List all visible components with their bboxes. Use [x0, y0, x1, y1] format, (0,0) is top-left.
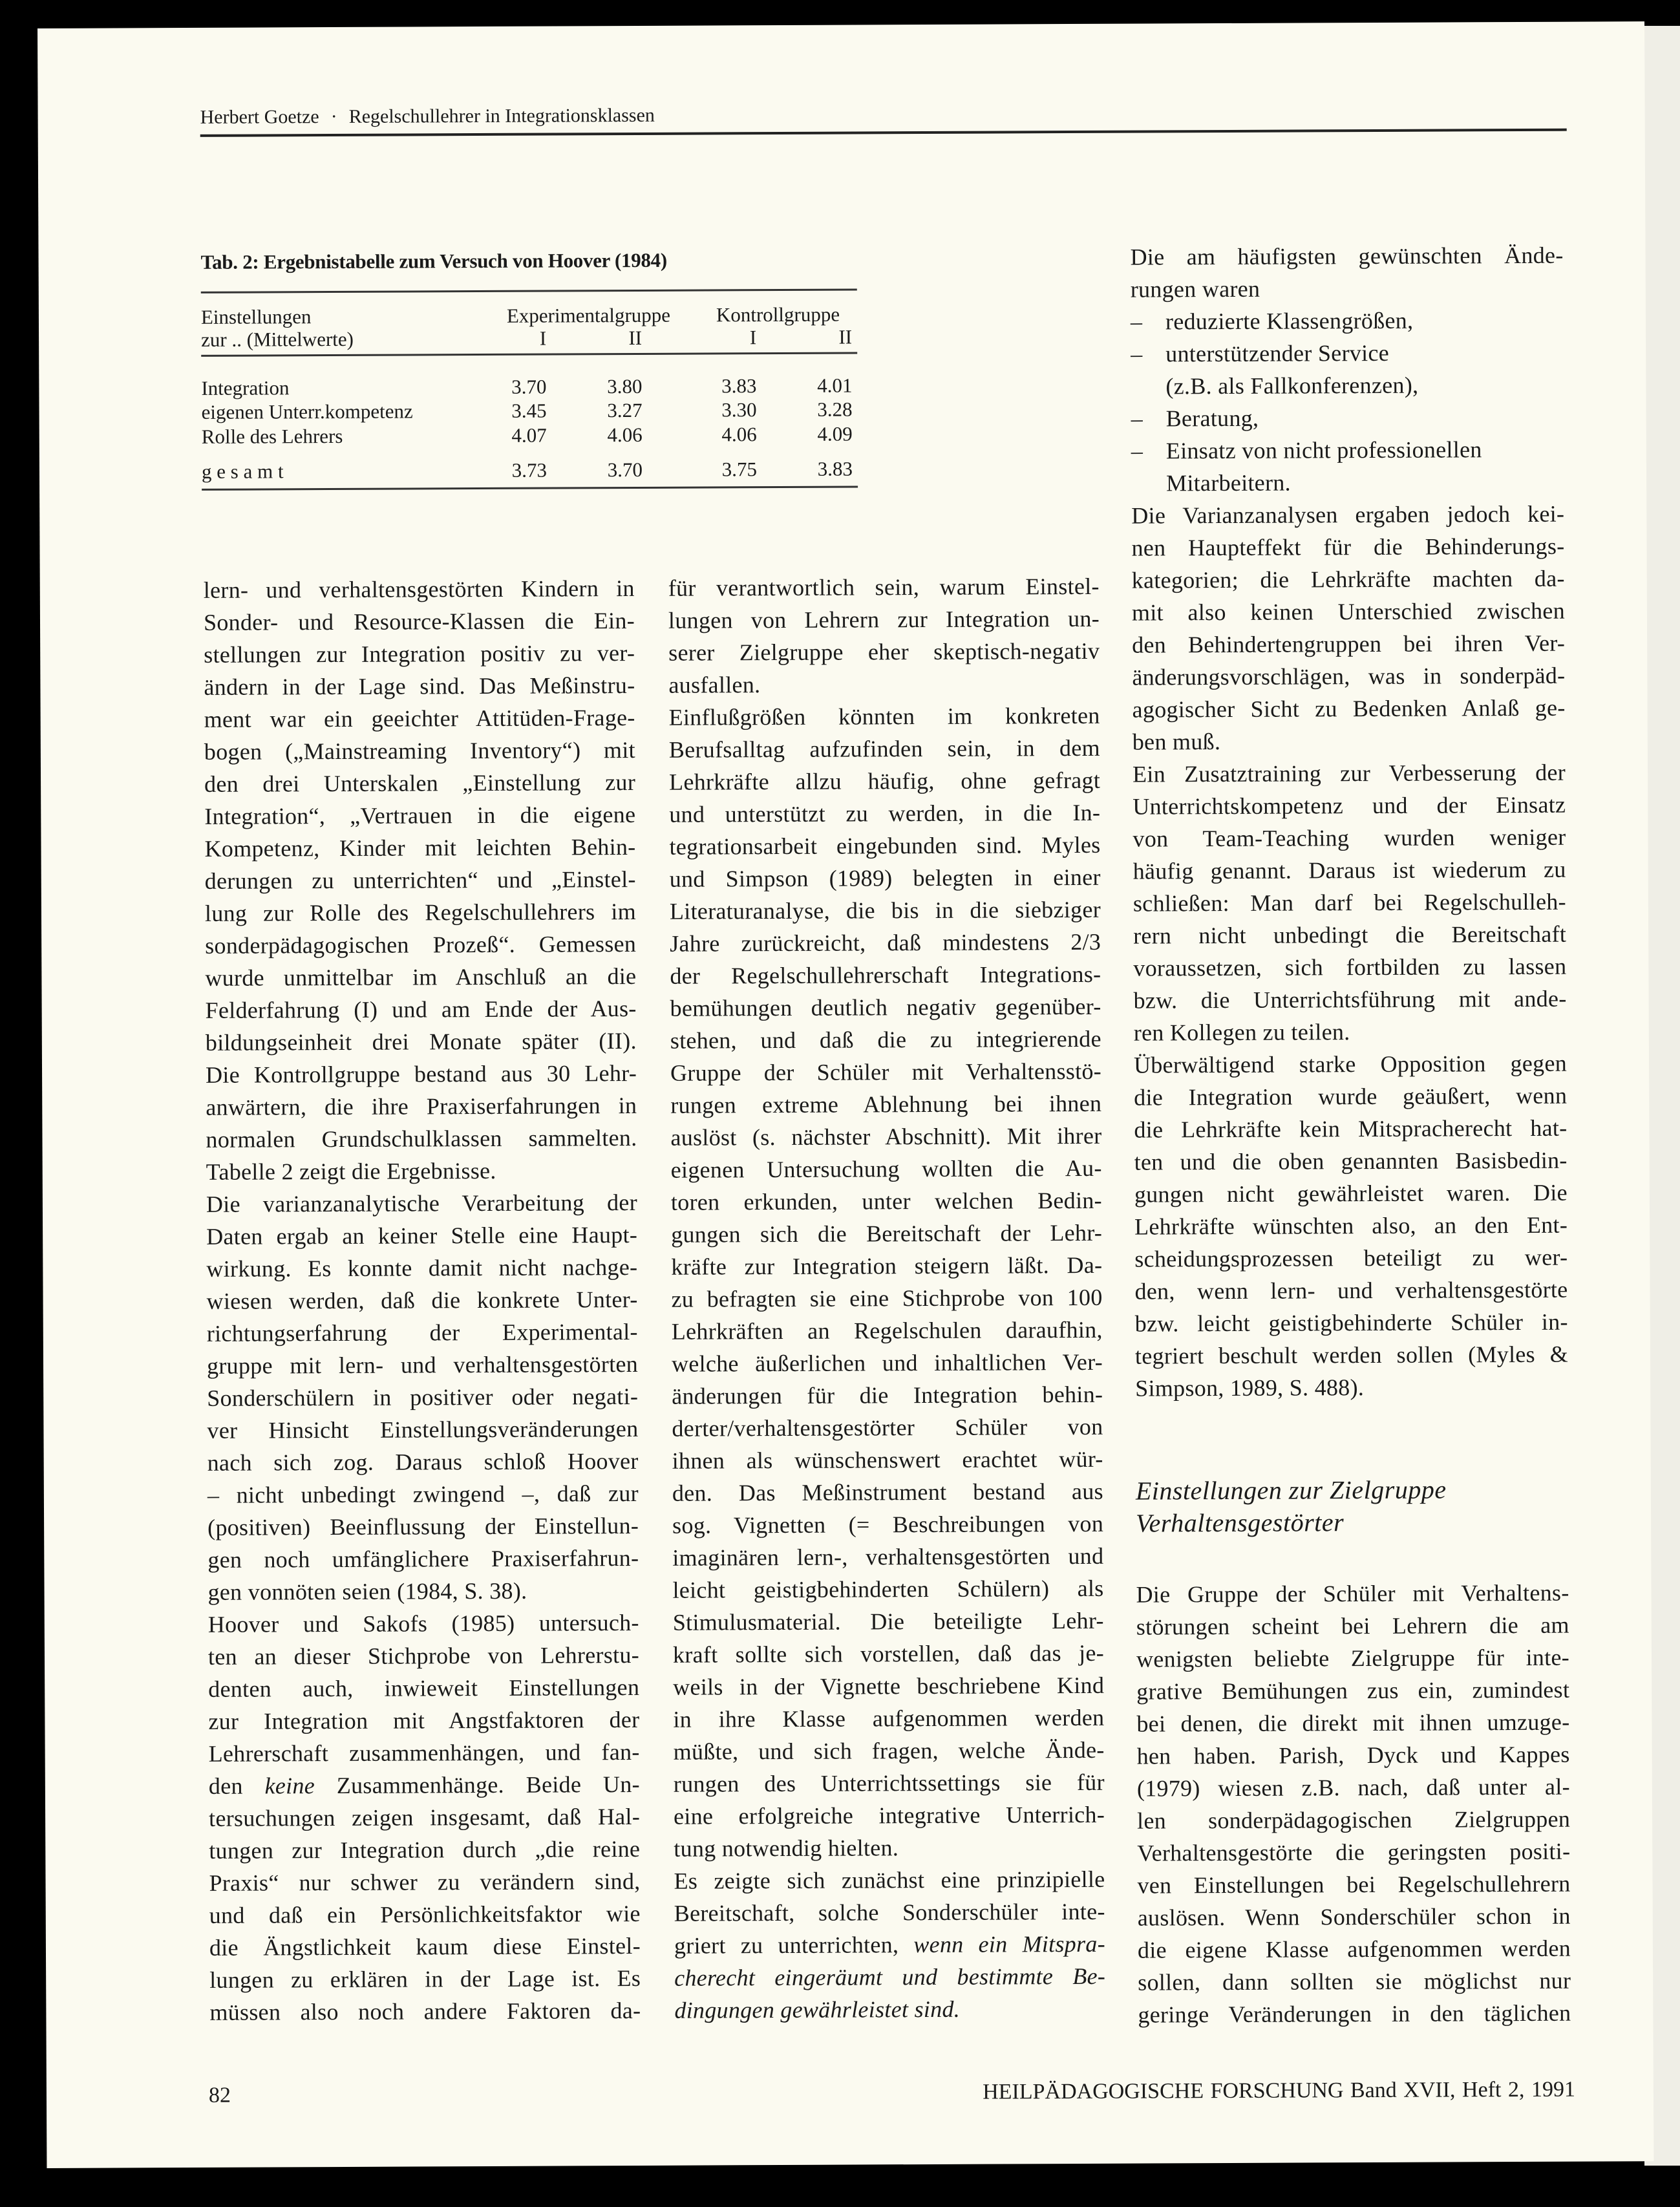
list-item [1131, 336, 1564, 403]
text-line: tung notwendig hielten. [674, 1835, 899, 1862]
text-line: Integration“, „Vertrauen in die eigene [204, 801, 636, 829]
text-line: agogischer Sicht zu Bedenken Anlaß ge- [1132, 694, 1566, 723]
table-rule-bottom [202, 485, 858, 490]
text-line: rungen extreme Ablehnung bei ihnen [670, 1090, 1102, 1118]
paragraph [1136, 1577, 1571, 2031]
text-line: lern- und verhaltensgestörten Kindern in [203, 575, 635, 603]
text-line: lung zur Rolle des Regelschullehrers im [204, 898, 637, 926]
text-line: die Ängstlichkeit kaum diese Einstel- [209, 1932, 641, 1961]
paragraph [1131, 498, 1566, 758]
text-line: müßte, und sich fragen, welche Ände- [673, 1736, 1105, 1765]
text-line [674, 1992, 1105, 2027]
text-line: ment war ein geeichter Attitüden-Frage- [204, 704, 635, 732]
total-value: 3.70 [607, 458, 643, 482]
text-line: die Lehrkräfte kein Mitspracherecht hat- [1134, 1114, 1568, 1143]
text-line: gruppe mit lern- und verhaltensgestörten [206, 1350, 639, 1379]
list-item-text [1165, 336, 1564, 403]
section-heading-line: Verhaltensgestörter [1136, 1508, 1345, 1538]
text-line: ausfallen. [668, 672, 761, 698]
text-line: der Regelschullehrerschaft Integrations- [670, 961, 1101, 989]
paragraph [204, 572, 637, 1188]
cell-value: 4.01 [817, 374, 853, 397]
text-line: bogen („Mainstreaming Inventory“) mit [204, 736, 635, 765]
text-line: den. Das Meßinstrument bestand aus [672, 1478, 1103, 1506]
text-line: ändern in der Lage sind. Das Meßinstru- [204, 672, 635, 700]
text-line: häufig genannt. Daraus ist wiederum zu [1132, 856, 1566, 884]
group-header-control: Kontrollgruppe [716, 303, 840, 326]
text-line: eine erfolgreiche integrative Unterrich- [673, 1801, 1105, 1829]
text-line: Lehrerschaft zusammenhängen, und fan- [208, 1738, 640, 1767]
text-line: ben muß. [1132, 729, 1221, 755]
total-value: 3.75 [721, 458, 758, 481]
text-line: anwärtern, die ihre Praxiserfahrungen in [206, 1092, 637, 1120]
text-line: normalen Grundschulklassen sammelten. [206, 1124, 637, 1153]
text-line: Literaturanalyse, die bis in die siebziger [669, 896, 1101, 924]
text-line: bzw. die Unterrichtsführung mit ande- [1133, 985, 1567, 1014]
text-column [204, 572, 641, 2029]
text-line: Überwältigend starke Opposition gegen [1133, 1050, 1568, 1078]
text-line: ten an dieser Stichprobe von Lehrerstu- [207, 1641, 640, 1670]
text-line: wurde unmittelbar im Anschluß an die [205, 963, 637, 991]
text-line: len sonderpädagogischen Zielgruppen [1137, 1806, 1571, 1834]
text-line: die eigene Klasse aufgenommen werden [1137, 1935, 1571, 1963]
text-segment: den [208, 1773, 265, 1799]
text-line: den Behindertengruppen bei ihren Ver- [1132, 630, 1566, 658]
text-line: geringe Veränderungen in den täglichen [1138, 1999, 1571, 2028]
list-item-text [1166, 433, 1564, 500]
total-label: g e s a m t [201, 460, 284, 483]
text-line: reduzierte Klassengrößen, [1165, 307, 1414, 335]
text-line: denten auch, inwieweit Einstellungen [208, 1674, 640, 1702]
text-line: Beratung, [1165, 405, 1259, 432]
text-line: wirkung. Es konnte damit nicht nachge- [206, 1253, 638, 1282]
text-line: Die Kontrollgruppe bestand aus 30 Lehr- [205, 1060, 637, 1088]
text-line: – nicht unbedingt zwingend –, daß zur [207, 1480, 639, 1508]
text-line: sollen, dann sollten sie möglichst nur [1138, 1967, 1571, 1996]
text-line [674, 1960, 1105, 1994]
row-label: eigenen Unterr.kompetenz [201, 400, 413, 423]
table-rule-header [201, 352, 857, 356]
text-line: auslöst (s. nächster Abschnitt). Mit ihrer [670, 1122, 1102, 1151]
text-line: störungen scheint bei Lehrern die am [1136, 1612, 1569, 1640]
text-line: ihnen als wünschenswert erachtet wür- [672, 1445, 1103, 1474]
text-line: auslösen. Wenn Sonderschüler schon in [1137, 1903, 1571, 1931]
text-line: Lehrkräfte allzu häufig, ohne gefragt [669, 767, 1101, 795]
text-column [668, 570, 1106, 2027]
list-item [1131, 304, 1564, 338]
dash-bullet: – [1130, 308, 1143, 335]
paragraph [668, 570, 1100, 701]
text-line: Unterrichtskompetenz und der Einsatz [1132, 791, 1566, 820]
subcol-header: II [628, 326, 643, 350]
dash-bullet: – [1131, 438, 1143, 464]
text-line: tegriert beschult werden sollen (Myles & [1134, 1341, 1569, 1369]
text-line: Einflußgrößen könnten im konkreten [668, 702, 1100, 730]
text-line: die Integration wurde geäußert, wenn [1134, 1082, 1568, 1111]
text-line: eigenen Untersuchung wollten die Au- [670, 1155, 1102, 1183]
text-line: toren erkunden, unter welchen Bedin- [670, 1187, 1103, 1215]
text-line: von Team-Teaching wurden weniger [1132, 824, 1566, 852]
text-line: kategorien; die Lehrkräfte machten da- [1131, 565, 1565, 593]
cell-value: 4.07 [511, 423, 547, 447]
text-line: bzw. leicht geistigbehinderte Schüler in- [1134, 1308, 1568, 1337]
section-heading [1136, 1474, 1447, 1540]
text-line: Praxis“ nur schwer zu verändern sind, [209, 1868, 641, 1896]
text-line: (1979) wiesen z.B. nach, daß unter al- [1136, 1773, 1570, 1802]
text-line: und unterstützt zu werden, in die In- [669, 799, 1101, 827]
italic-text: cherecht eingeräumt und bestimmte Be- [674, 1963, 1106, 1991]
text-line [209, 1768, 640, 1802]
cell-value: 4.09 [817, 422, 853, 445]
text-line: schließen: Man darf bei Regelschulleh- [1132, 888, 1567, 917]
text-line: bei denen, die direkt mit ihnen umzuge- [1136, 1709, 1570, 1737]
text-line: gen noch umfänglichere Praxiserfahrun- [207, 1544, 639, 1573]
text-line: serer Zielgruppe eher skeptisch-negativ [668, 637, 1100, 666]
group-header-experimental: Experimentalgruppe [506, 303, 671, 327]
paragraph [674, 1863, 1105, 2027]
text-line: tersuchungen zeigen insgesamt, daß Hal- [208, 1803, 641, 1831]
text-line: kraft sollte sich vorstellen, daß das je- [672, 1639, 1105, 1668]
text-line: stellungen zur Integration positiv zu ver- [204, 639, 635, 668]
text-line: den drei Unterskalen „Einstellung zur [204, 769, 636, 797]
header-separator: · [330, 105, 337, 128]
text-line: den, wenn lern- und verhaltensgestörte [1134, 1276, 1568, 1305]
text-line: Lehrkräfte wünschten also, an den Ent- [1134, 1211, 1568, 1240]
text-line: kräfte zur Integration steigern läßt. Da- [671, 1252, 1103, 1280]
text-segment: Zusammenhänge. Beide Un- [314, 1771, 640, 1799]
text-line: (positiven) Beeinflussung der Einstellun- [207, 1512, 639, 1541]
cell-value: 3.70 [511, 375, 547, 398]
text-line: rungen waren [1130, 275, 1260, 303]
cell-value: 3.27 [607, 398, 643, 422]
text-line: imaginären lern-, verhaltensgestörten und [672, 1542, 1104, 1571]
text-line: Mitarbeitern. [1165, 469, 1292, 496]
text-line: hen haben. Parish, Dyck und Kappes [1136, 1741, 1570, 1769]
text-line: scheidungsprozessen beteiligt zu wer- [1134, 1244, 1568, 1272]
text-line: lungen zu erklären in der Lage ist. Es [209, 1965, 641, 1993]
text-line: sog. Vignetten (= Beschreibungen von [672, 1510, 1104, 1539]
text-line: Daten ergab an keiner Stelle eine Haupt- [206, 1221, 638, 1250]
text-line: (z.B. als Fallkonferenzen), [1165, 372, 1419, 400]
cell-value: 3.83 [721, 374, 757, 398]
text-line: gungen nicht gewährleistet waren. Die [1134, 1179, 1568, 1208]
text-line: welche äußerlichen und inhaltlichen Ver- [671, 1349, 1103, 1377]
text-line: ven Einstellungen bei Regelschullehrern [1137, 1870, 1571, 1899]
text-line: in ihre Klasse aufgenommen werden [673, 1704, 1105, 1733]
text-line: Simpson, 1989, S. 488). [1135, 1374, 1365, 1402]
text-segment: griert zu unterrichten, [674, 1932, 914, 1959]
cell-value: 3.28 [817, 398, 853, 421]
paragraph [669, 699, 1105, 1865]
text-line: mit also keinen Unterschied zwischen [1131, 597, 1566, 626]
paragraph [206, 1186, 639, 1608]
italic-text: keine [264, 1773, 315, 1799]
text-line: tegrationsarbeit eingebunden sind. Myles [669, 831, 1101, 860]
text-line: leicht geistigbehinderten Schülern) als [672, 1575, 1104, 1603]
text-line: Einsatz von nicht professionellen [1165, 436, 1482, 464]
text-line: ver Hinsicht Einstellungsveränderungen [207, 1415, 639, 1444]
cell-value: 3.45 [511, 399, 547, 422]
text-line: änderungsvorschlägen, was in sonderpäd- [1132, 662, 1566, 690]
row-label: Integration [201, 376, 290, 400]
section-heading-line: Einstellungen zur Zielgruppe [1135, 1475, 1447, 1506]
subcol-header: I [749, 326, 757, 349]
list-item-text [1166, 401, 1564, 435]
paragraph [208, 1606, 641, 2029]
text-line: und daß ein Persönlichkeitsfaktor wie [209, 1900, 641, 1928]
text-line: stehen, und daß die zu integrierende [670, 1025, 1101, 1054]
text-line: rungen des Unterrichtssettings sie für [673, 1769, 1105, 1797]
text-line: und Simpson (1989) belegten in einer [669, 864, 1101, 892]
paragraph [1134, 1047, 1568, 1405]
text-line: Felderfahrung (I) und am Ende der Aus- [205, 995, 637, 1023]
text-line: für verantwortlich sein, warum Einstel- [668, 573, 1100, 601]
cell-value: 4.06 [721, 423, 757, 446]
text-line: bemühungen deutlich negativ gegenüber- [670, 993, 1101, 1021]
subcol-header: II [838, 325, 853, 348]
italic-text: wenn ein Mitspra- [913, 1930, 1106, 1958]
text-line: Hoover und Sakofs (1985) untersuch- [207, 1609, 639, 1637]
text-line: Tabelle 2 zeigt die Ergebnisse. [206, 1157, 496, 1185]
text-line: derungen zu unterrichten“ und „Einstel- [204, 866, 636, 894]
italic-text: dingungen gewährleistet sind. [674, 1996, 961, 2023]
cell-value: 4.06 [607, 423, 643, 447]
text-line: Lehrkräften an Regelschulen daraufhin, [671, 1316, 1103, 1345]
row-header-line-1: Einstellungen [200, 305, 312, 328]
text-line: Es zeigte sich zunächst eine prinzipielle [674, 1866, 1105, 1894]
text-line: bildungseinheit drei Monate später (II). [205, 1027, 637, 1056]
dash-bullet: – [1131, 405, 1143, 432]
text-line: Kompetenz, Kinder mit leichten Behin- [204, 833, 636, 862]
text-line: Verhaltensgestörte die geringsten positi- [1137, 1838, 1571, 1866]
text-line: nach sich zog. Daraus schloß Hoover [207, 1447, 639, 1476]
text-line: Sonder- und Resource-Klassen die Ein- [203, 607, 635, 635]
text-line: ren Kollegen zu teilen. [1133, 1019, 1350, 1046]
text-line: zur Integration mit Angstfaktoren der [208, 1706, 640, 1734]
text-line: grative Bemühungen zus ein, zumindest [1136, 1676, 1570, 1705]
text-line: gen vonnöten seien (1984, S. 38). [207, 1577, 527, 1605]
text-line: richtungserfahrung der Experimental- [206, 1318, 638, 1347]
text-line: rern nicht unbedingt die Bereitschaft [1133, 921, 1567, 949]
header-title: Regelschullehrer in Integrationsklassen [348, 104, 655, 127]
paragraph [1130, 239, 1563, 306]
text-line: Die Varianzanalysen ergaben jedoch kei- [1131, 500, 1565, 529]
text-line: wenigsten beliebte Zielgruppe für inte- [1136, 1644, 1570, 1672]
journal-citation: HEILPÄDAGOGISCHE FORSCHUNG Band XVII, Heft 2, 1991 [983, 2077, 1576, 2104]
section-paragraph [1136, 1577, 1571, 2031]
header-rule [200, 129, 1567, 137]
text-line: zu befragten sie eine Stichprobe von 100 [671, 1284, 1103, 1312]
text-line: tungen zur Integration durch „die reine [209, 1835, 641, 1864]
running-header [200, 105, 655, 129]
list-item [1131, 433, 1564, 500]
text-line: voraussetzen, sich fortbilden zu lassen [1133, 953, 1567, 981]
document-page [37, 21, 1653, 2168]
text-line: Stimulusmaterial. Die beteiligte Lehr- [672, 1607, 1104, 1636]
text-line: Ein Zusatztraining zur Verbesserung der [1132, 759, 1566, 787]
text-line: Gruppe der Schüler mit Verhaltensstö- [670, 1058, 1102, 1086]
text-line: gungen sich die Bereitschaft der Lehr- [671, 1219, 1103, 1248]
text-line: sonderpädagogischen Prozeß“. Gemessen [205, 930, 637, 959]
text-line [674, 1928, 1105, 1962]
text-line: weils in der Vignette beschriebene Kind [673, 1672, 1105, 1700]
list-item-text [1165, 304, 1564, 338]
subcol-header: I [539, 326, 547, 350]
text-line: Die am häufigsten gewünschten Ände- [1130, 242, 1564, 270]
text-line: Die Gruppe der Schüler mit Verhaltens- [1136, 1579, 1569, 1608]
text-column [1130, 239, 1568, 1405]
text-line: nen Haupteffekt für die Behinderungs- [1131, 533, 1565, 561]
text-line: Sonderschülern in positiver oder negati- [207, 1383, 639, 1411]
text-line: änderungen für die Integration behin- [672, 1381, 1103, 1409]
table-caption: Tab. 2: Ergebnistabelle zum Versuch von Hoover (1984) [200, 248, 667, 273]
text-line: Jahre zurückreicht, daß mindestens 2/3 [670, 928, 1101, 957]
total-value: 3.83 [817, 457, 853, 480]
row-label: Rolle des Lehrers [201, 424, 343, 448]
total-value: 3.73 [511, 458, 548, 482]
row-header-line-2: zur .. (Mittelwerte) [201, 327, 354, 351]
text-line: Die varianzanalytische Verarbeitung der [206, 1189, 638, 1217]
text-line: derter/verhaltensgestörter Schüler von [672, 1413, 1103, 1442]
list-item [1131, 401, 1564, 435]
text-line: wiesen werden, daß die konkrete Unter- [206, 1286, 638, 1314]
text-line: müssen also noch andere Faktoren da- [209, 1997, 641, 2025]
dash-bullet: – [1131, 341, 1143, 367]
text-line: unterstützender Service [1165, 339, 1390, 367]
cell-value: 3.30 [721, 398, 757, 421]
header-author: Herbert Goetze [200, 106, 319, 128]
page-number: 82 [208, 2083, 231, 2107]
text-line: Berufsalltag aufzufinden sein, in dem [668, 734, 1100, 763]
text-line: Bereitschaft, solche Sonderschüler inte- [674, 1898, 1105, 1926]
bullet-list [1131, 304, 1564, 500]
text-line: ten und die oben genannten Basisbedin- [1134, 1147, 1568, 1175]
paragraph [1132, 756, 1567, 1049]
table-rule-top [201, 288, 857, 293]
text-line: lungen von Lehrern zur Integration un- [668, 605, 1100, 634]
cell-value: 3.80 [607, 374, 643, 398]
